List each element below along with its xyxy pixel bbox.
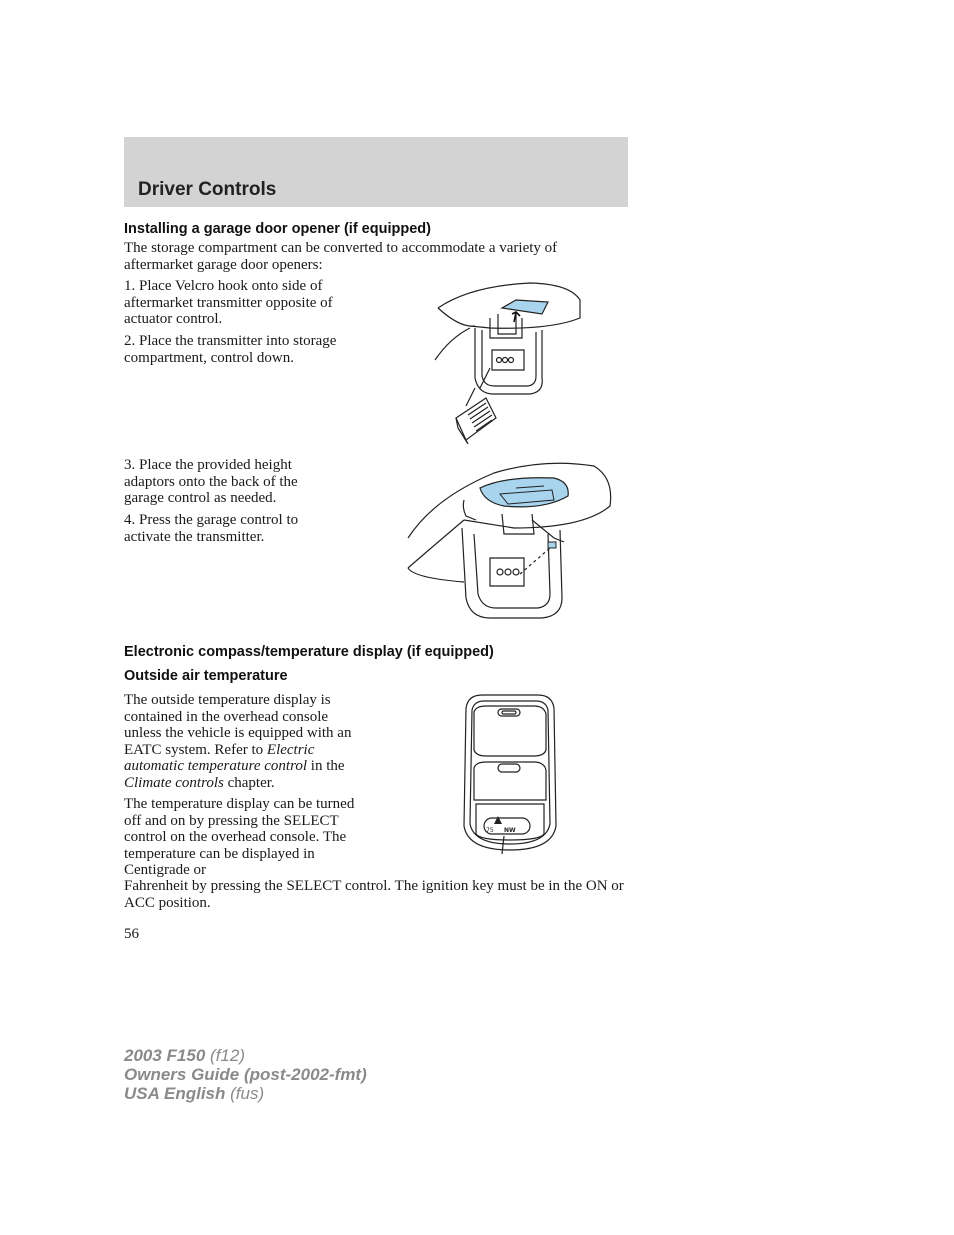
footer-model-code: (f12) <box>210 1046 245 1065</box>
section-title: Driver Controls <box>138 179 277 200</box>
garage-intro: The storage compartment can be converted to accommodate a variety of aftermarket garage door openers: <box>124 240 558 273</box>
footer-model: 2003 F150 <box>124 1046 206 1065</box>
temperature-para-1: The outside temperature display is contained in the overhead console unless the vehicle is equipped with an EATC system. Refer to Electric automatic temperature control in the Climate controls chapter. <box>124 692 352 791</box>
garage-step-2: 2. Place the transmitter into storage compartment, control down. <box>124 333 337 366</box>
overhead-console-illustration <box>460 692 560 854</box>
console-compass-readout: NW <box>504 827 516 834</box>
outside-air-temp-subheading: Outside air temperature <box>124 668 288 684</box>
temperature-para-2: The temperature display can be turned off and on by pressing the SELECT control on the overhead console. The temperature can be displayed in Centigrade or <box>124 796 355 878</box>
eatc-reference: Electric automatic temperature control <box>124 741 315 774</box>
footer-language: USA English <box>124 1084 226 1103</box>
climate-controls-reference: Climate controls <box>124 774 224 791</box>
storage-compartment-illustration <box>430 278 590 444</box>
page-number: 56 <box>124 926 139 942</box>
garage-step-3: 3. Place the provided height adaptors onto the back of the garage control as needed. <box>124 457 298 506</box>
garage-control-illustration <box>404 458 616 624</box>
garage-step-1: 1. Place Velcro hook onto side of aftermarket transmitter opposite of actuator control. <box>124 278 333 327</box>
compass-display-heading: Electronic compass/temperature display (if equipped) <box>124 644 494 660</box>
console-temp-readout: 75 <box>486 827 494 834</box>
document-footer <box>124 1046 367 1103</box>
footer-language-code: (fus) <box>230 1084 265 1103</box>
temperature-para-2-continued: Fahrenheit by pressing the SELECT control. The ignition key must be in the ON or ACC position. <box>124 878 624 911</box>
garage-opener-heading: Installing a garage door opener (if equipped) <box>124 221 431 237</box>
footer-guide: Owners Guide (post-2002-fmt) <box>124 1065 367 1084</box>
section-header-band <box>124 137 628 207</box>
garage-step-4: 4. Press the garage control to activate the transmitter. <box>124 512 299 545</box>
